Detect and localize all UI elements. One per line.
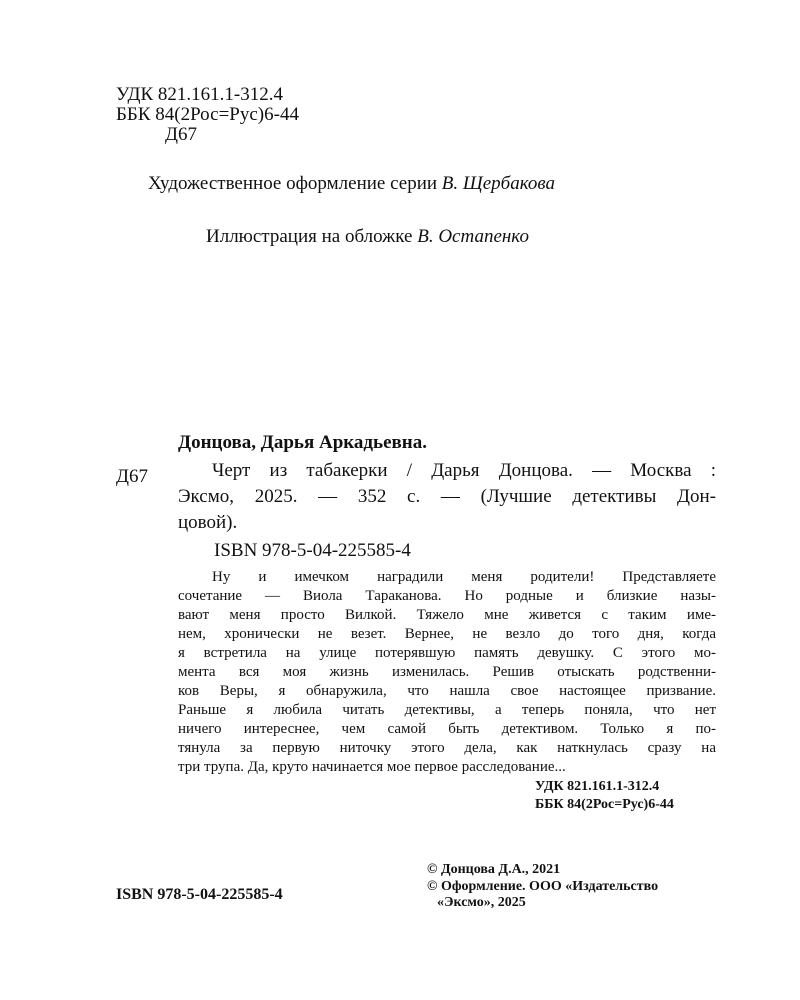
annotation-line: тянула за первую ниточку этого дела, как наткнулась сразу на bbox=[178, 740, 716, 756]
design-credit-name: В. Щербакова bbox=[441, 173, 555, 194]
annotation-line: Раньше я любила читать детективы, а теперь поняла, что нет bbox=[178, 702, 716, 718]
bibliographic-description bbox=[178, 458, 716, 536]
annotation-line: Ну и имечком наградили меня родители! Представляете bbox=[212, 569, 716, 585]
illustration-credit-name: В. Остапенко bbox=[417, 226, 529, 247]
annotation-line: нем, хронически не везет. Вернее, не везло до того дня, когда bbox=[178, 626, 716, 642]
author-heading: Донцова, Дарья Аркадьевна. bbox=[178, 432, 427, 453]
bibliography-line: цовой). bbox=[178, 512, 238, 533]
annotation-line: ков Веры, я обнаружила, что нашла свое настоящее призвание. bbox=[178, 683, 716, 699]
design-credit-prefix: Художественное оформление серии bbox=[148, 173, 438, 194]
annotation bbox=[178, 568, 716, 777]
bibliography-author-code: Д67 bbox=[116, 466, 148, 487]
annotation-line: ничего интереснее, чем самой быть детективом. Только я по- bbox=[178, 721, 716, 737]
annotation-line: мента вся моя жизнь изменилась. Решив отыскать родственни- bbox=[178, 664, 716, 680]
design-credit bbox=[148, 172, 555, 196]
header-bbk: ББК 84(2Рос=Рус)6-44 bbox=[116, 104, 299, 125]
bibliography-line: Эксмо, 2025. — 352 с. — (Лучшие детективы Дон- bbox=[178, 486, 716, 507]
isbn-footer: ISBN 978-5-04-225585-4 bbox=[116, 886, 283, 903]
annotation-line: я встретила на улице потерявшую память девушку. С этого мо- bbox=[178, 645, 716, 661]
copyright-line: © Оформление. ООО «Издательство bbox=[427, 879, 659, 894]
bibliography-line: Черт из табакерки / Дарья Донцова. — Москва : bbox=[212, 460, 716, 481]
classification-bbk: ББК 84(2Рос=Рус)6-44 bbox=[535, 797, 674, 812]
annotation-line: три трупа. Да, круто начинается мое первое расследование... bbox=[178, 759, 566, 775]
illustration-credit-prefix: Иллюстрация на обложке bbox=[206, 226, 413, 247]
isbn-main: ISBN 978-5-04-225585-4 bbox=[214, 540, 411, 561]
copyright-line: © Донцова Д.А., 2021 bbox=[427, 862, 561, 877]
classification-udk: УДК 821.161.1-312.4 bbox=[535, 779, 660, 794]
header-udk: УДК 821.161.1-312.4 bbox=[116, 84, 283, 105]
annotation-line: сочетание — Виола Тараканова. Но родные и близкие назы- bbox=[178, 588, 716, 604]
copyright-line: «Эксмо», 2025 bbox=[437, 895, 526, 910]
annotation-line: вают меня просто Вилкой. Тяжело мне живется с таким име- bbox=[178, 607, 716, 623]
header-author-code: Д67 bbox=[165, 124, 197, 145]
illustration-credit bbox=[206, 225, 529, 249]
